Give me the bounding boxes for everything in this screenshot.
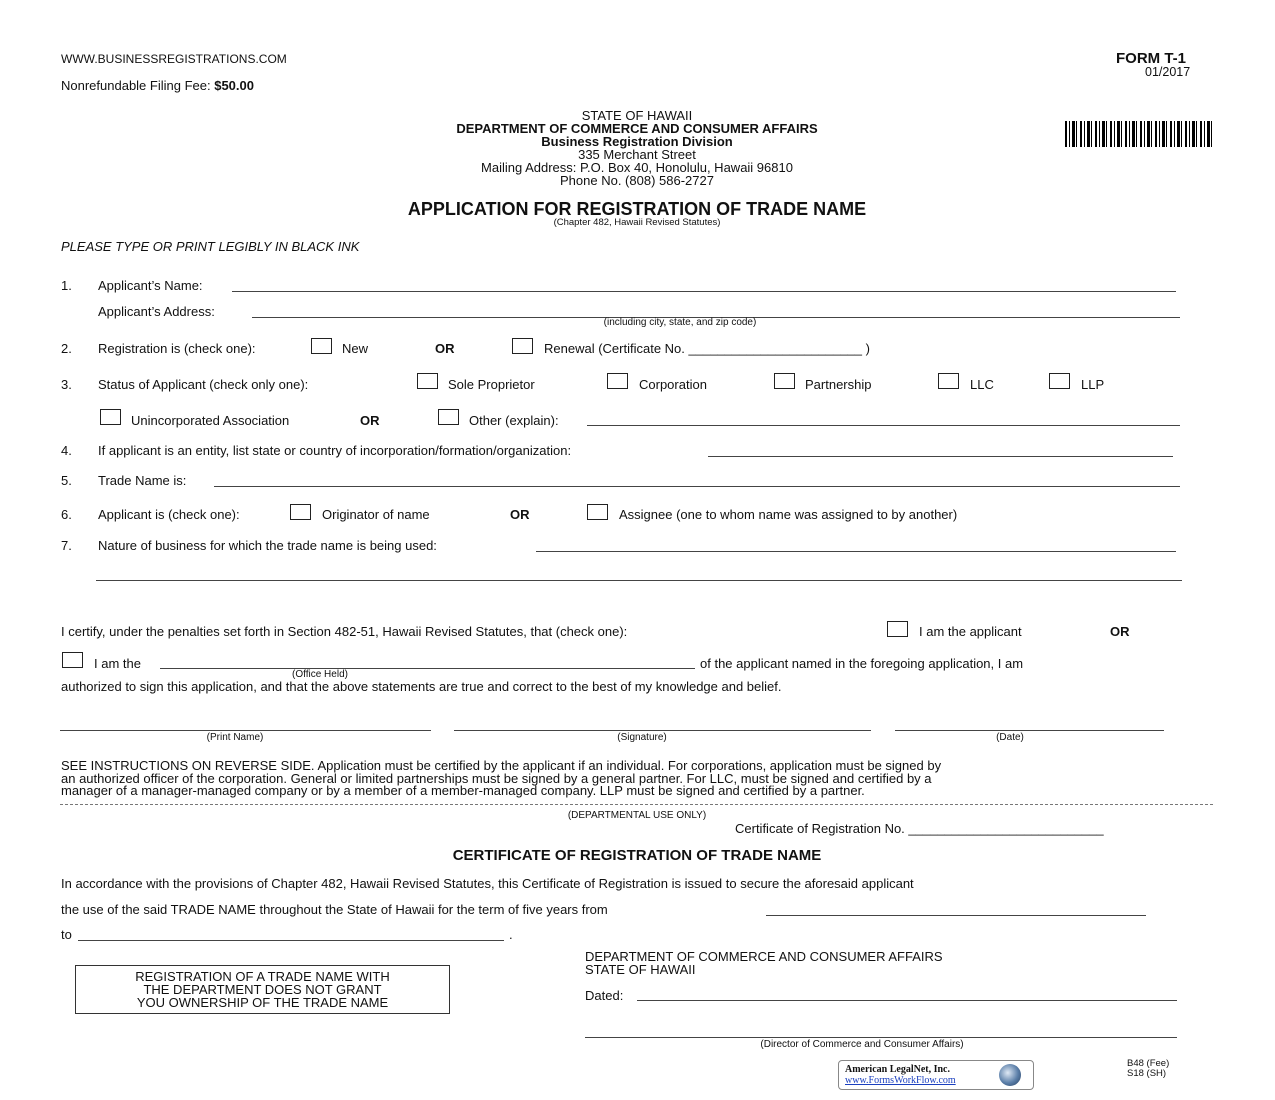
llp-label: LLP [1081,377,1105,392]
entity-label: If applicant is an entity, list state or country of incorporation/formation/organization: [98,443,572,458]
term-to-field[interactable] [78,940,504,941]
of-applicant-text: of the applicant named in the foregoing application, I am [700,656,1024,671]
agency-department: DEPARTMENT OF COMMERCE AND CONSUMER AFFAIRS [456,121,818,136]
print-name-field[interactable] [60,730,431,731]
director-caption: (Director of Commerce and Consumer Affairs) [760,1039,964,1050]
signature-caption: (Signature) [617,732,667,743]
fee-line [61,78,254,93]
publisher-url[interactable]: www.FormsWorkFlow.com [845,1075,956,1086]
date-caption: (Date) [996,732,1024,743]
registration-label: Registration is (check one): [98,341,256,356]
originator-checkbox[interactable] [290,504,311,520]
term-from-field[interactable] [766,915,1146,916]
applicant-address-label: Applicant’s Address: [98,304,215,319]
sole-proprietor-checkbox[interactable] [417,373,438,389]
item-number-7: 7. [61,538,72,553]
notice-line-2: THE DEPARTMENT DOES NOT GRANT [143,982,382,997]
notice-line-1: REGISTRATION OF A TRADE NAME WITH [135,969,390,984]
officer-checkbox[interactable] [62,652,83,668]
form-code-1: B48 (Fee) [1127,1058,1170,1069]
trade-name-field[interactable] [214,486,1180,487]
new-label: New [342,341,369,356]
i-am-the-label: I am the [94,656,141,671]
office-held-hint: (Office Held) [292,669,348,680]
agency-block [387,109,887,187]
llp-checkbox[interactable] [1049,373,1070,389]
entity-field[interactable] [708,456,1173,457]
llc-checkbox[interactable] [938,373,959,389]
print-name-caption: (Print Name) [206,732,264,743]
llc-label: LLC [970,377,994,392]
agency-mailing: Mailing Address: P.O. Box 40, Honolulu, Hawaii 96810 [481,160,793,175]
issuing-state: STATE OF HAWAII [585,962,696,977]
item-number-1: 1. [61,278,72,293]
unincorporated-label: Unincorporated Association [131,413,290,428]
certificate-paragraph-2: the use of the said TRADE NAME throughout the State of Hawaii for the term of five years from [61,902,608,917]
item-number-2: 2. [61,341,72,356]
status-label: Status of Applicant (check only one): [98,377,309,392]
office-held-field[interactable] [160,668,695,669]
term-to-label: to [61,927,72,942]
agency-street: 335 Merchant Street [578,147,696,162]
nature-field[interactable] [536,551,1176,552]
authorized-text: authorized to sign this application, and that the above statements are true and correct to the best of my knowledge and belief. [61,679,782,694]
item-number-6: 6. [61,507,72,522]
dated-field[interactable] [637,1000,1177,1001]
issuing-department-name: DEPARTMENT OF COMMERCE AND CONSUMER AFFAIRS [585,949,943,964]
director-signature-field[interactable] [585,1037,1177,1038]
nature-field-line-2[interactable] [96,580,1182,581]
other-explain-field[interactable] [587,425,1180,426]
item-number-4: 4. [61,443,72,458]
ownership-notice-box [75,965,450,1014]
certify-intro: I certify, under the penalties set forth in Section 482-51, Hawaii Revised Statutes, that (check one): [61,624,628,639]
agency-state: STATE OF HAWAII [581,108,693,123]
certificate-number-line: Certificate of Registration No. ___________________________ [735,821,1104,836]
corporation-label: Corporation [639,377,707,392]
instructions-block [61,760,941,798]
fee-label: Nonrefundable Filing Fee: [61,78,211,93]
partnership-label: Partnership [805,377,872,392]
globe-icon [999,1064,1021,1086]
ink-instruction: PLEASE TYPE OR PRINT LEGIBLY IN BLACK INK [61,239,360,254]
issuing-department [585,950,943,976]
publisher-name: American LegalNet, Inc. [845,1064,950,1075]
sole-proprietor-label: Sole Proprietor [448,377,535,392]
fee-value: $50.00 [214,78,254,93]
applicant-name-label: Applicant’s Name: [98,278,203,293]
nature-label: Nature of business for which the trade name is being used: [98,538,437,553]
term-period: . [509,927,513,942]
i-am-applicant-label: I am the applicant [919,624,1022,639]
instructions-line-1: SEE INSTRUCTIONS ON REVERSE SIDE. Application must be certified by the applicant if an individual. For corporations, application must be signed by [61,758,942,773]
corporation-checkbox[interactable] [607,373,628,389]
assignee-label: Assignee (one to whom name was assigned to by another) [619,507,958,522]
agency-division: Business Registration Division [541,134,733,149]
website-text: WWW.BUSINESSREGISTRATIONS.COM [61,52,287,66]
page-subtitle: (Chapter 482, Hawaii Revised Statutes) [553,217,721,228]
other-label: Other (explain): [469,413,559,428]
i-am-applicant-checkbox[interactable] [887,621,908,637]
form-code-2: S18 (SH) [1127,1068,1167,1079]
or-label: OR [360,413,380,428]
date-field[interactable] [895,730,1164,731]
unincorporated-checkbox[interactable] [100,409,121,425]
or-label: OR [510,507,530,522]
barcode [1065,121,1215,147]
applicant-name-field[interactable] [232,291,1176,292]
departmental-divider [60,804,1213,805]
assignee-checkbox[interactable] [587,504,608,520]
instructions-line-2: an authorized officer of the corporation. General or limited partnerships must be signed by a general partner. For LLC, must be signed and certified by a [61,770,932,786]
or-label: OR [1110,624,1130,639]
form-date: 01/2017 [1145,65,1191,79]
address-hint: (including city, state, and zip code) [603,317,757,328]
other-checkbox[interactable] [438,409,459,425]
dated-label: Dated: [585,988,624,1003]
agency-phone: Phone No. (808) 586-2727 [560,173,714,188]
departmental-use-label: (DEPARTMENTAL USE ONLY) [567,810,707,821]
form-codes [1127,1059,1169,1079]
form-id: FORM T-1 [1116,50,1186,67]
renewal-label: Renewal (Certificate No. ________________________ ) [544,341,870,356]
new-checkbox[interactable] [311,338,332,354]
or-label: OR [435,341,455,356]
renewal-checkbox[interactable] [512,338,533,354]
certificate-paragraph-1: In accordance with the provisions of Chapter 482, Hawaii Revised Statutes, this Certificate of Registration is issued to secure the aforesaid applicant [61,876,914,891]
page-title: APPLICATION FOR REGISTRATION OF TRADE NAME [407,199,867,219]
publisher-logo [838,1060,1034,1090]
certificate-title: CERTIFICATE OF REGISTRATION OF TRADE NAME [452,847,822,864]
item-number-3: 3. [61,377,72,392]
item-number-5: 5. [61,473,72,488]
signature-field[interactable] [454,730,871,731]
instructions-line-3: manager of a manager-managed company or by a member of a member-managed company. LLP must be signed and certified by a partner. [61,783,865,798]
partnership-checkbox[interactable] [774,373,795,389]
trade-name-label: Trade Name is: [98,473,187,488]
originator-label: Originator of name [322,507,430,522]
notice-line-3: YOU OWNERSHIP OF THE TRADE NAME [136,995,389,1010]
applicant-type-label: Applicant is (check one): [98,507,240,522]
